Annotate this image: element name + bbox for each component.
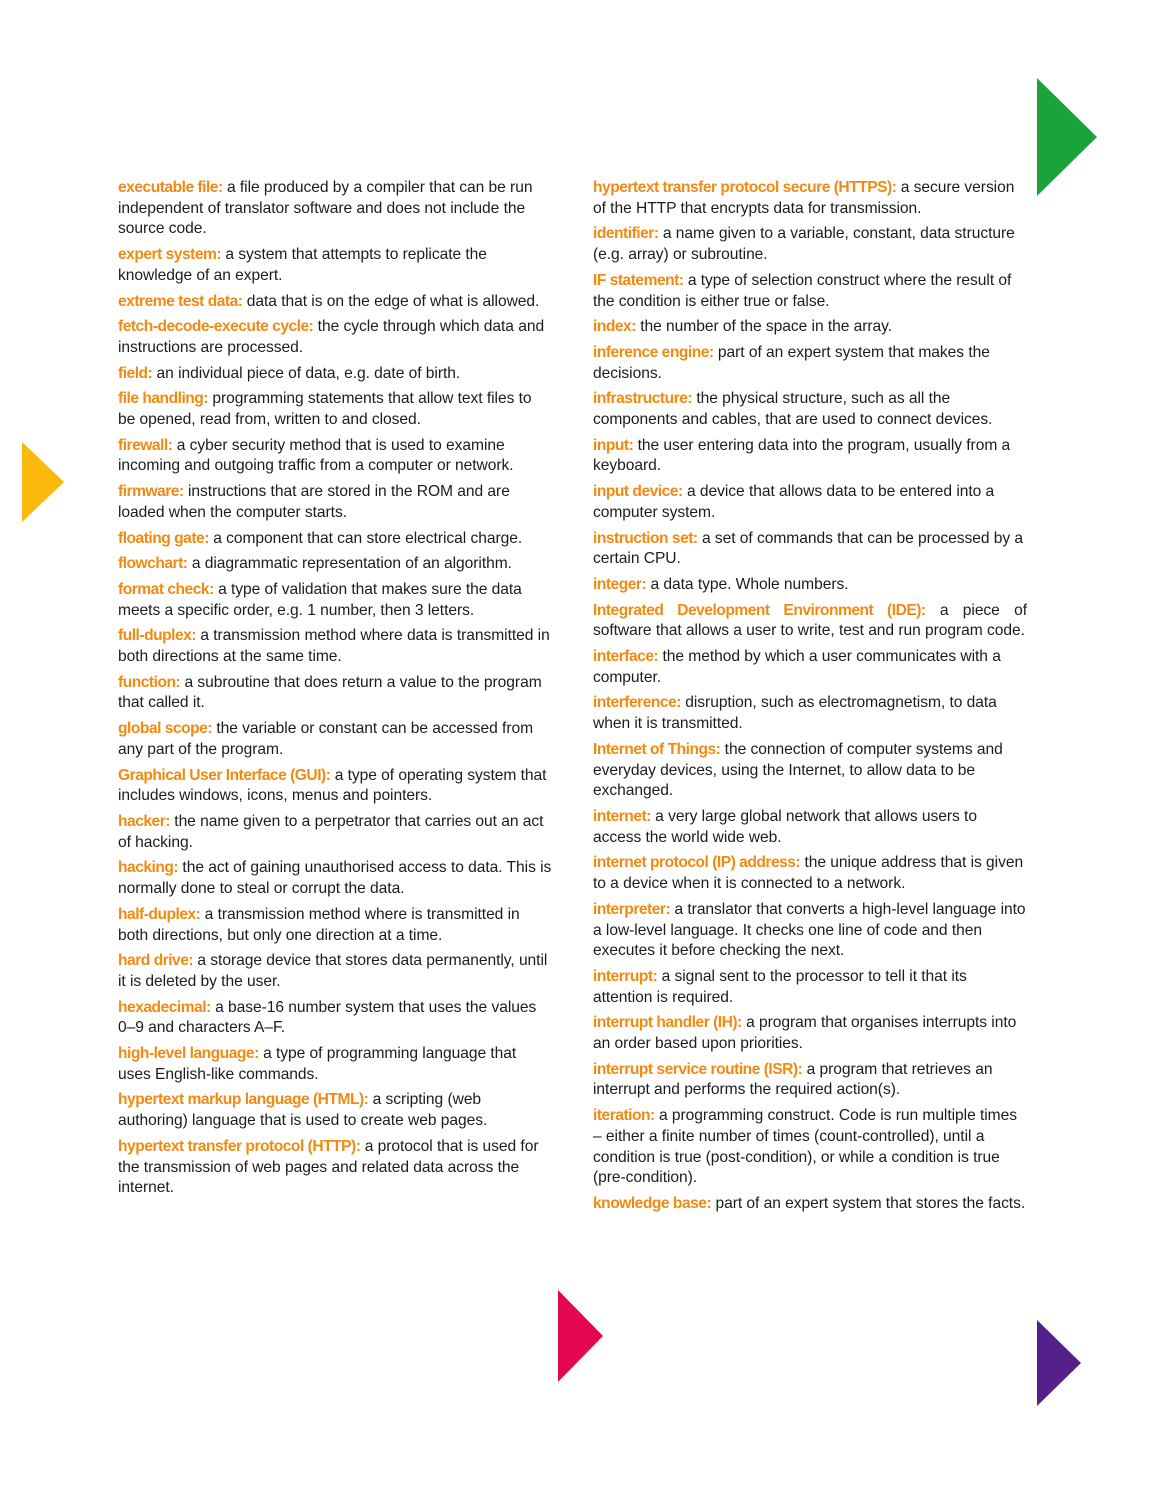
glossary-term: file handling: — [118, 390, 209, 408]
glossary-definition: a piece of software that allows a user to write, test and run program code. — [593, 601, 1027, 640]
glossary-entry — [593, 1060, 1027, 1101]
glossary-definition: a diagrammatic representation of an algorithm. — [191, 555, 512, 573]
glossary-term: hexadecimal: — [118, 998, 211, 1016]
glossary-definition: the act of gaining unauthorised access to data. This is normally done to steal or corrupt the data. — [118, 859, 552, 898]
glossary-entry — [118, 626, 552, 667]
glossary-term: expert system: — [118, 246, 222, 264]
glossary-term: iteration: — [593, 1107, 655, 1125]
glossary-entry — [593, 1013, 1027, 1054]
glossary-definition: a scripting (web authoring) language that is used to create web pages. — [118, 1091, 488, 1130]
glossary-definition: a file produced by a compiler that can be run independent of translator software and does not include the source code. — [118, 179, 533, 238]
glossary-term: half-duplex: — [118, 905, 201, 923]
glossary-right-column — [593, 178, 1027, 1220]
glossary-entry — [593, 647, 1027, 688]
glossary-entry — [118, 317, 552, 358]
glossary-definition: the name given to a perpetrator that carries out an act of hacking. — [118, 812, 544, 851]
glossary-term: internet protocol (IP) address: — [593, 854, 801, 872]
glossary-entry — [593, 271, 1027, 312]
glossary-definition: a cyber security method that is used to examine incoming and outgoing traffic from a computer or network. — [118, 436, 514, 475]
glossary-term: hacker: — [118, 812, 170, 830]
glossary-definition: a secure version of the HTTP that encrypts data for transmission. — [593, 179, 1015, 217]
glossary-entry — [593, 482, 1027, 523]
glossary-entry — [118, 1137, 552, 1199]
glossary-entry — [118, 554, 552, 575]
glossary-term: fetch-decode-execute cycle: — [118, 318, 314, 336]
glossary-definition: the cycle through which data and instructions are processed. — [118, 318, 545, 356]
glossary-entry — [593, 853, 1027, 894]
glossary-term: Graphical User Interface (GUI): — [118, 766, 331, 784]
glossary-term: interrupt service routine (ISR): — [593, 1060, 803, 1078]
glossary-term: floating gate: — [118, 529, 209, 547]
glossary-entry — [593, 900, 1027, 962]
glossary-term: IF statement: — [593, 271, 684, 289]
glossary-definition: a protocol that is used for the transmission of web pages and related data across the internet. — [118, 1137, 539, 1197]
glossary-entry — [118, 529, 552, 550]
glossary-definition: the variable or constant can be accessed from any part of the program. — [118, 720, 534, 758]
glossary-term: hard drive: — [118, 952, 194, 970]
glossary-definition: programming statements that allow text files to be opened, read from, written to and closed. — [118, 390, 532, 429]
glossary-entry — [118, 245, 552, 286]
glossary-definition: a name given to a variable, constant, data structure (e.g. array) or subroutine. — [593, 225, 1015, 264]
glossary-definition: the user entering data into the program, usually from a keyboard. — [593, 436, 1011, 475]
glossary-entry — [118, 858, 552, 899]
glossary-definition: a component that can store electrical charge. — [213, 529, 523, 547]
glossary-entry — [118, 998, 552, 1039]
glossary-term: executable file: — [118, 179, 223, 196]
glossary-definition: the connection of computer systems and everyday devices, using the Internet, to allow data to be exchanged. — [593, 740, 1003, 800]
yellow-triangle-marker — [22, 442, 64, 522]
glossary-definition: a transmission method where data is transmitted in both directions at the same time. — [118, 627, 550, 666]
glossary-term: interrupt: — [593, 967, 658, 985]
glossary-entry — [593, 529, 1027, 570]
glossary-definition: part of an expert system that makes the decisions. — [593, 343, 990, 382]
purple-triangle-marker — [1037, 1320, 1081, 1406]
glossary-term: field: — [118, 364, 153, 382]
glossary-entry — [593, 575, 1027, 596]
glossary-definition: a program that organises interrupts into an order based upon priorities. — [593, 1014, 1017, 1053]
glossary-term: internet: — [593, 807, 651, 825]
glossary-term: interference: — [593, 694, 681, 712]
glossary-definition: instructions that are stored in the ROM and are loaded when the computer starts. — [118, 483, 510, 521]
glossary-entry — [118, 951, 552, 992]
glossary-entry — [118, 766, 552, 807]
glossary-term: index: — [593, 318, 636, 336]
glossary-entry — [593, 1106, 1027, 1189]
glossary-term: global scope: — [118, 720, 213, 738]
glossary-term: interface: — [593, 648, 659, 666]
glossary-term: identifier: — [593, 225, 659, 243]
glossary-term: Integrated Development Environment (IDE): — [593, 601, 926, 619]
glossary-definition: a subroutine that does return a value to the program that called it. — [118, 673, 542, 712]
glossary-definition: a transmission method where is transmitted in both directions, but only one direction at a time. — [118, 905, 520, 944]
glossary-term: input: — [593, 436, 634, 454]
glossary-definition: a data type. Whole numbers. — [650, 575, 849, 593]
glossary-entry — [118, 673, 552, 714]
glossary-definition: a signal sent to the processor to tell it that its attention is required. — [593, 967, 967, 1006]
glossary-term: knowledge base: — [593, 1194, 712, 1212]
glossary-left-column — [118, 178, 552, 1204]
glossary-entry — [118, 1090, 552, 1131]
glossary-definition: a type of operating system that includes windows, icons, menus and pointers. — [118, 766, 547, 805]
glossary-term: extreme test data: — [118, 292, 243, 310]
glossary-entry — [118, 436, 552, 477]
glossary-definition: a type of programming language that uses English-like commands. — [118, 1045, 517, 1083]
glossary-entry — [593, 224, 1027, 265]
glossary-definition: a very large global network that allows users to access the world wide web. — [593, 807, 977, 846]
glossary-term: interpreter: — [593, 900, 671, 918]
glossary-term: hypertext transfer protocol secure (HTTPS): — [593, 179, 897, 196]
glossary-definition: a base-16 number system that uses the values 0–9 and characters A–F. — [118, 998, 537, 1037]
glossary-entry — [118, 580, 552, 621]
glossary-entry — [593, 967, 1027, 1008]
glossary-entry — [593, 1194, 1027, 1215]
glossary-entry — [593, 740, 1027, 802]
glossary-entry — [593, 178, 1027, 219]
glossary-definition: a program that retrieves an interrupt and performs the required action(s). — [593, 1060, 993, 1099]
glossary-entry — [593, 436, 1027, 477]
glossary-entry — [118, 1044, 552, 1085]
glossary-definition: a type of validation that makes sure the data meets a specific order, e.g. 1 number, then 3 letters. — [118, 580, 522, 619]
glossary-entry — [593, 693, 1027, 734]
glossary-definition: a system that attempts to replicate the knowledge of an expert. — [118, 246, 487, 284]
glossary-entry — [118, 389, 552, 430]
glossary-term: high-level language: — [118, 1045, 259, 1063]
glossary-entry — [118, 178, 552, 240]
glossary-term: full-duplex: — [118, 627, 197, 645]
glossary-definition: part of an expert system that stores the facts. — [715, 1194, 1026, 1212]
glossary-definition: the physical structure, such as all the components and cables, that are used to connect devices. — [593, 390, 993, 429]
glossary-term: instruction set: — [593, 529, 698, 547]
glossary-definition: an individual piece of data, e.g. date of birth. — [156, 364, 461, 382]
glossary-definition: data that is on the edge of what is allowed. — [246, 292, 540, 310]
glossary-term: integer: — [593, 575, 647, 593]
glossary-definition: a translator that converts a high-level language into a low-level language. It checks one line of code and then executes it before checking the next. — [593, 900, 1026, 960]
glossary-definition: the number of the space in the array. — [640, 318, 893, 336]
glossary-definition: a type of selection construct where the result of the condition is either true or false. — [593, 271, 1012, 310]
glossary-term: infrastructure: — [593, 390, 693, 408]
glossary-entry — [118, 482, 552, 523]
red-triangle-marker — [558, 1290, 603, 1382]
glossary-term: firmware: — [118, 483, 184, 501]
glossary-entry — [118, 292, 552, 313]
glossary-definition: the unique address that is given to a device when it is connected to a network. — [593, 854, 1024, 893]
glossary-entry — [118, 364, 552, 385]
glossary-term: function: — [118, 673, 181, 691]
glossary-definition: disruption, such as electromagnetism, to data when it is transmitted. — [593, 694, 997, 733]
glossary-entry — [593, 343, 1027, 384]
glossary-entry — [118, 719, 552, 760]
glossary-entry — [593, 389, 1027, 430]
glossary-term: interrupt handler (IH): — [593, 1014, 742, 1032]
glossary-entry — [593, 601, 1027, 642]
glossary-term: Internet of Things: — [593, 740, 721, 758]
glossary-entry — [118, 812, 552, 853]
glossary-definition: a device that allows data to be entered into a computer system. — [593, 483, 995, 521]
glossary-term: flowchart: — [118, 555, 188, 573]
glossary-term: inference engine: — [593, 343, 714, 361]
glossary-term: format check: — [118, 580, 214, 598]
glossary-definition: the method by which a user communicates with a computer. — [593, 648, 1001, 686]
glossary-definition: a programming construct. Code is run multiple times – either a finite number of times (count-controlled), until a condition is true (post-condition), or while a condition is true (pre-condition). — [593, 1107, 1017, 1187]
glossary-term: hypertext transfer protocol (HTTP): — [118, 1137, 361, 1155]
glossary-entry — [118, 905, 552, 946]
glossary-term: hypertext markup language (HTML): — [118, 1091, 369, 1109]
glossary-definition: a storage device that stores data permanently, until it is deleted by the user. — [118, 952, 548, 990]
glossary-entry — [593, 807, 1027, 848]
glossary-term: input device: — [593, 483, 683, 501]
glossary-term: hacking: — [118, 859, 179, 877]
glossary-definition: a set of commands that can be processed by a certain CPU. — [593, 529, 1024, 568]
green-triangle-marker — [1037, 78, 1097, 196]
glossary-term: firewall: — [118, 436, 173, 454]
glossary-entry — [593, 317, 1027, 338]
